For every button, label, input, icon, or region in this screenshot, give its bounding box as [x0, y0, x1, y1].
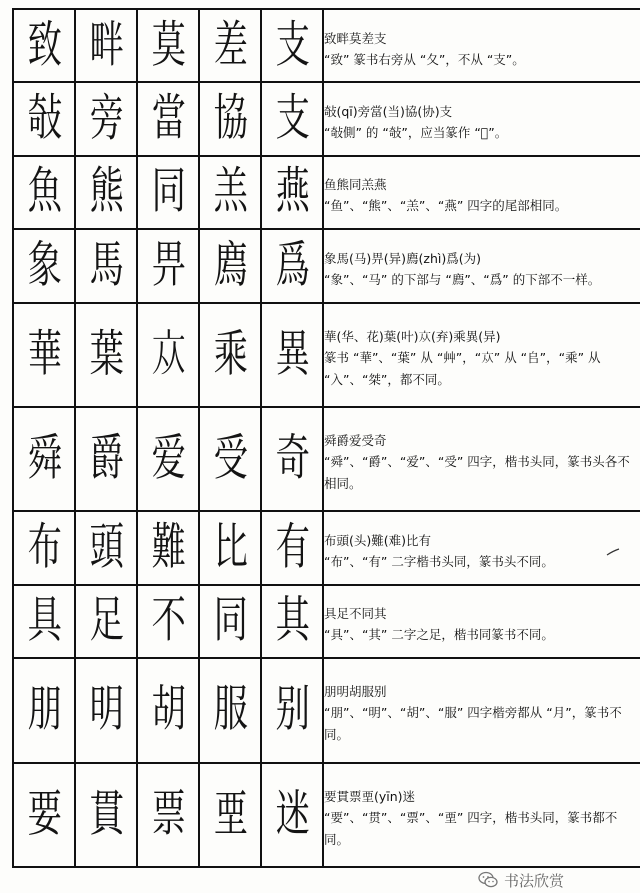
glyph-cell: [137, 9, 199, 82]
glyph-cell: [13, 229, 75, 302]
seal-script-character: 有: [275, 518, 309, 577]
glyph-cell: [13, 156, 75, 229]
glyph-cell: [75, 763, 137, 867]
glyph-cell: [261, 407, 323, 511]
seal-script-character: 熊: [89, 163, 123, 221]
glyph-cell: [137, 658, 199, 762]
glyph-cell: [13, 658, 75, 762]
seal-script-character: 服: [213, 681, 247, 739]
seal-script-character: 華: [27, 325, 61, 383]
seal-script-character: 支: [275, 16, 309, 74]
glyph-cell: [75, 407, 137, 511]
wechat-icon: [478, 871, 498, 889]
table-row: [13, 229, 640, 302]
seal-script-character: 朋: [27, 681, 61, 739]
glyph-cell: [199, 763, 261, 867]
seal-script-character: 象: [27, 236, 61, 294]
glyph-cell: [13, 511, 75, 584]
note-cell: [323, 229, 640, 302]
glyph-cell: [199, 658, 261, 762]
seal-script-character: 莫: [151, 16, 185, 74]
glyph-cell: [199, 9, 261, 82]
glyph-cell: [13, 9, 75, 82]
glyph-cell: [199, 229, 261, 302]
glyph-cell: [261, 585, 323, 658]
glyph-cell: [137, 407, 199, 511]
table-row: [13, 407, 640, 511]
glyph-cell: [75, 658, 137, 762]
glyph-cell: [137, 585, 199, 658]
seal-script-comparison-table: [12, 8, 640, 868]
seal-script-character: 敧: [27, 89, 61, 148]
seal-script-character: 布: [27, 518, 61, 577]
note-body: “舜”、“爵”、“爱”、“受” 四字，楷书头同，篆书头各不相同。: [324, 454, 630, 492]
seal-script-character: 舜: [27, 430, 61, 488]
seal-script-character: 當: [151, 89, 185, 148]
glyph-cell: [75, 303, 137, 407]
note-body: 篆书 “華”、“葉” 从 “艸”，“𠅃” 从 “𠂤”，“乘” 从 “入”、“桀”，都不同。: [324, 349, 601, 387]
glyph-cell: [199, 82, 261, 155]
glyph-cell: [13, 763, 75, 867]
table-row: [13, 658, 640, 762]
seal-script-character: 致: [27, 16, 61, 74]
seal-script-character: 葉: [89, 325, 123, 383]
glyph-cell: [261, 9, 323, 82]
seal-script-character: 爵: [89, 430, 123, 488]
glyph-cell: [137, 82, 199, 155]
seal-script-character: 不: [151, 592, 185, 650]
glyph-cell: [75, 229, 137, 302]
glyph-cell: [75, 9, 137, 82]
glyph-cell: [13, 407, 75, 511]
table-row: [13, 763, 640, 867]
glyph-cell: [199, 511, 261, 584]
table-row: [13, 511, 640, 584]
glyph-cell: [261, 763, 323, 867]
note-cell: [323, 156, 640, 229]
seal-script-character: 具: [27, 592, 61, 650]
note-body: “鱼”、“熊”、“羔”、“燕” 四字的尾部相同。: [324, 198, 568, 214]
glyph-cell: [199, 303, 261, 407]
note-title: 鱼熊同羔燕: [324, 177, 387, 193]
note-cell: [323, 407, 640, 511]
glyph-cell: [137, 511, 199, 584]
seal-script-character: 燕: [275, 163, 309, 221]
seal-script-character: 難: [151, 518, 185, 577]
note-title: 要貫票垔(yīn)迷: [324, 788, 416, 804]
table-row: [13, 585, 640, 658]
note-cell: [323, 511, 640, 584]
seal-script-character: 垔: [213, 785, 247, 843]
glyph-cell: [75, 511, 137, 584]
seal-script-character: 乘: [213, 325, 247, 383]
glyph-cell: [13, 303, 75, 407]
watermark: [478, 869, 628, 891]
seal-script-character: 奇: [275, 430, 309, 488]
note-body: “敧側” 的 “敧”，应当篆作 “𢻱”。: [324, 125, 508, 141]
seal-script-character: 畔: [89, 16, 123, 74]
seal-script-character: 𠅃: [151, 325, 185, 383]
glyph-cell: [261, 303, 323, 407]
seal-script-character: 魚: [27, 163, 61, 221]
seal-script-character: 頭: [89, 518, 123, 577]
note-title: 華(华、花)葉(叶)𠅃(弃)乘異(异): [324, 328, 501, 344]
table-row: [13, 9, 640, 82]
note-body: “布”、“有” 二字楷书头同，篆书头不同。: [324, 554, 554, 570]
seal-script-character: 爱: [151, 430, 185, 488]
seal-script-character: 别: [275, 681, 309, 739]
note-cell: [323, 763, 640, 867]
note-title: 象馬(马)畀(异)廌(zhì)爲(为): [324, 250, 481, 266]
table-row: [13, 303, 640, 407]
seal-script-character: 差: [213, 16, 247, 74]
note-cell: [323, 82, 640, 155]
seal-script-character: 票: [151, 785, 185, 843]
seal-script-character: 足: [89, 592, 123, 650]
glyph-cell: [137, 763, 199, 867]
note-cell: [323, 303, 640, 407]
glyph-cell: [13, 82, 75, 155]
seal-script-character: 比: [213, 518, 247, 577]
glyph-cell: [75, 156, 137, 229]
glyph-cell: [199, 585, 261, 658]
glyph-cell: [137, 303, 199, 407]
seal-script-character: 爲: [275, 236, 309, 294]
glyph-cell: [137, 229, 199, 302]
seal-script-character: 畀: [151, 236, 185, 294]
note-body: “具”、“其” 二字之足，楷书同篆书不同。: [324, 627, 554, 643]
glyph-cell: [75, 585, 137, 658]
seal-script-character: 旁: [89, 89, 123, 148]
seal-script-character: 馬: [89, 236, 123, 294]
note-title: 布頭(头)難(难)比有: [324, 533, 432, 549]
table-row: [13, 82, 640, 155]
glyph-cell: [13, 585, 75, 658]
note-title: 具足不同其: [324, 606, 387, 622]
glyph-cell: [199, 407, 261, 511]
glyph-cell: [261, 82, 323, 155]
seal-script-character: 羔: [213, 163, 247, 221]
note-title: 舜爵爱受奇: [324, 433, 387, 449]
seal-script-character: 受: [213, 430, 247, 488]
note-body: “朋”、“明”、“胡”、“服” 四字楷旁都从 “月”，篆书不同。: [324, 705, 622, 743]
table-row: [13, 156, 640, 229]
note-title: 致畔莫差支: [324, 30, 387, 46]
seal-script-character: 胡: [151, 681, 185, 739]
note-body: “象”、“马” 的下部与 “廌”、“爲” 的下部不一样。: [324, 271, 601, 287]
note-cell: [323, 9, 640, 82]
glyph-cell: [261, 511, 323, 584]
seal-script-character: 明: [89, 681, 123, 739]
watermark-text: 书法欣赏: [504, 871, 565, 890]
glyph-cell: [137, 156, 199, 229]
glyph-cell: [75, 82, 137, 155]
seal-script-character: 貫: [89, 785, 123, 843]
glyph-cell: [261, 156, 323, 229]
seal-script-character: 支: [275, 89, 309, 148]
seal-script-character: 同: [151, 163, 185, 221]
stray-mark: [606, 548, 620, 556]
note-body: “要”、“贯”、“票”、“垔” 四字，楷书头同，篆书都不同。: [324, 809, 618, 847]
glyph-cell: [261, 229, 323, 302]
seal-script-character: 要: [27, 785, 61, 843]
seal-script-character: 廌: [213, 236, 247, 294]
note-body: “致” 篆书右旁从 “夂”，不从 “支”。: [324, 51, 525, 67]
seal-script-character: 同: [213, 592, 247, 650]
note-title: 敧(qī)旁當(当)協(协)支: [324, 104, 453, 120]
note-title: 朋明胡服别: [324, 684, 387, 700]
seal-script-character: 迷: [275, 785, 309, 843]
seal-script-character: 其: [275, 592, 309, 650]
seal-script-character: 協: [213, 89, 247, 148]
note-cell: [323, 585, 640, 658]
glyph-cell: [199, 156, 261, 229]
seal-script-character: 異: [275, 325, 309, 383]
glyph-cell: [261, 658, 323, 762]
note-cell: [323, 658, 640, 762]
